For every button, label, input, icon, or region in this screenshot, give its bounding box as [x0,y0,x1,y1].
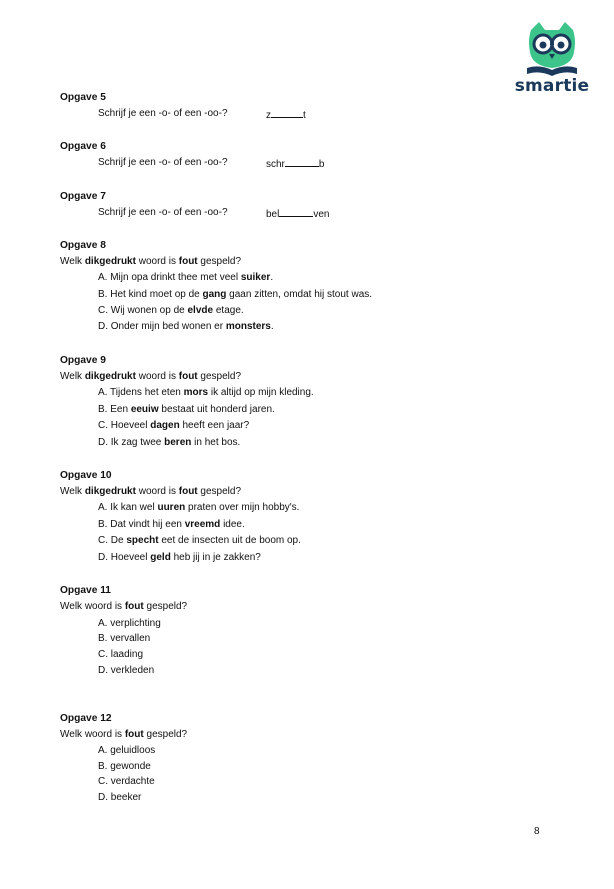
question-text-10: Welk dikgedrukt woord is fout gespeld? [60,486,242,497]
answer-option[interactable]: A. verplichting [98,618,161,629]
owl-logo-icon [521,20,583,78]
answer-option[interactable]: D. Onder mijn bed wonen er monsters. [98,321,274,332]
answer-option[interactable]: D. Ik zag twee beren in het bos. [98,437,241,448]
answer-option[interactable]: B. Het kind moet op de gang gaan zitten, omdat hij stout was. [98,289,373,300]
question-title-8: Opgave 8 [60,240,106,251]
question-text-9: Welk dikgedrukt woord is fout gespeld? [60,371,242,382]
question-title-5: Opgave 5 [60,92,106,103]
answer-option[interactable]: A. Tijdens het eten mors ik altijd op mijn kleding. [98,387,314,398]
question-title-6: Opgave 6 [60,141,106,152]
answer-option[interactable]: A. Mijn opa drinkt thee met veel suiker. [98,272,274,283]
answer-blank[interactable] [271,108,303,118]
question-text-8: Welk dikgedrukt woord is fout gespeld? [60,256,242,267]
question-title-9: Opgave 9 [60,355,106,366]
answer-option[interactable]: D. verkleden [98,665,155,676]
answer-option[interactable]: B. gewonde [98,761,151,772]
question-title-10: Opgave 10 [60,470,112,481]
page-number: 8 [534,826,540,837]
answer-option[interactable]: B. Dat vindt hij een vreemd idee. [98,519,245,530]
answer-blank[interactable] [285,157,319,167]
question-prompt-7: Schrijf je een -o- of een -oo-? [98,207,228,218]
question-prompt-5: Schrijf je een -o- of een -oo-? [98,108,228,119]
answer-option[interactable]: C. verdachte [98,776,155,787]
question-text-12: Welk woord is fout gespeld? [60,729,188,740]
answer-option[interactable]: C. Wij wonen op de elvde etage. [98,305,244,316]
question-title-12: Opgave 12 [60,713,112,724]
question-title-11: Opgave 11 [60,585,111,596]
answer-option[interactable]: A. geluidloos [98,745,156,756]
answer-blank[interactable] [279,207,313,217]
fill-in-word-5: z t [266,110,306,121]
answer-option[interactable]: B. Een eeuiw bestaat uit honderd jaren. [98,404,275,415]
answer-option[interactable]: C. De specht eet de insecten uit de boom op. [98,535,301,546]
answer-option[interactable]: D. Hoeveel geld heb jij in je zakken? [98,552,261,563]
answer-option[interactable]: C. laading [98,649,144,660]
logo-wordmark: smartie [514,76,590,96]
answer-option[interactable]: A. Ik kan wel uuren praten over mijn hobby's. [98,502,300,513]
answer-option[interactable]: C. Hoeveel dagen heeft een jaar? [98,420,250,431]
question-title-7: Opgave 7 [60,191,106,202]
question-prompt-6: Schrijf je een -o- of een -oo-? [98,157,228,168]
question-text-11: Welk woord is fout gespeld? [60,601,188,612]
fill-in-word-7: bel ven [266,209,330,220]
answer-option[interactable]: D. beeker [98,792,142,803]
answer-option[interactable]: B. vervallen [98,633,151,644]
fill-in-word-6: schr b [266,159,325,170]
smartie-logo [510,20,594,96]
